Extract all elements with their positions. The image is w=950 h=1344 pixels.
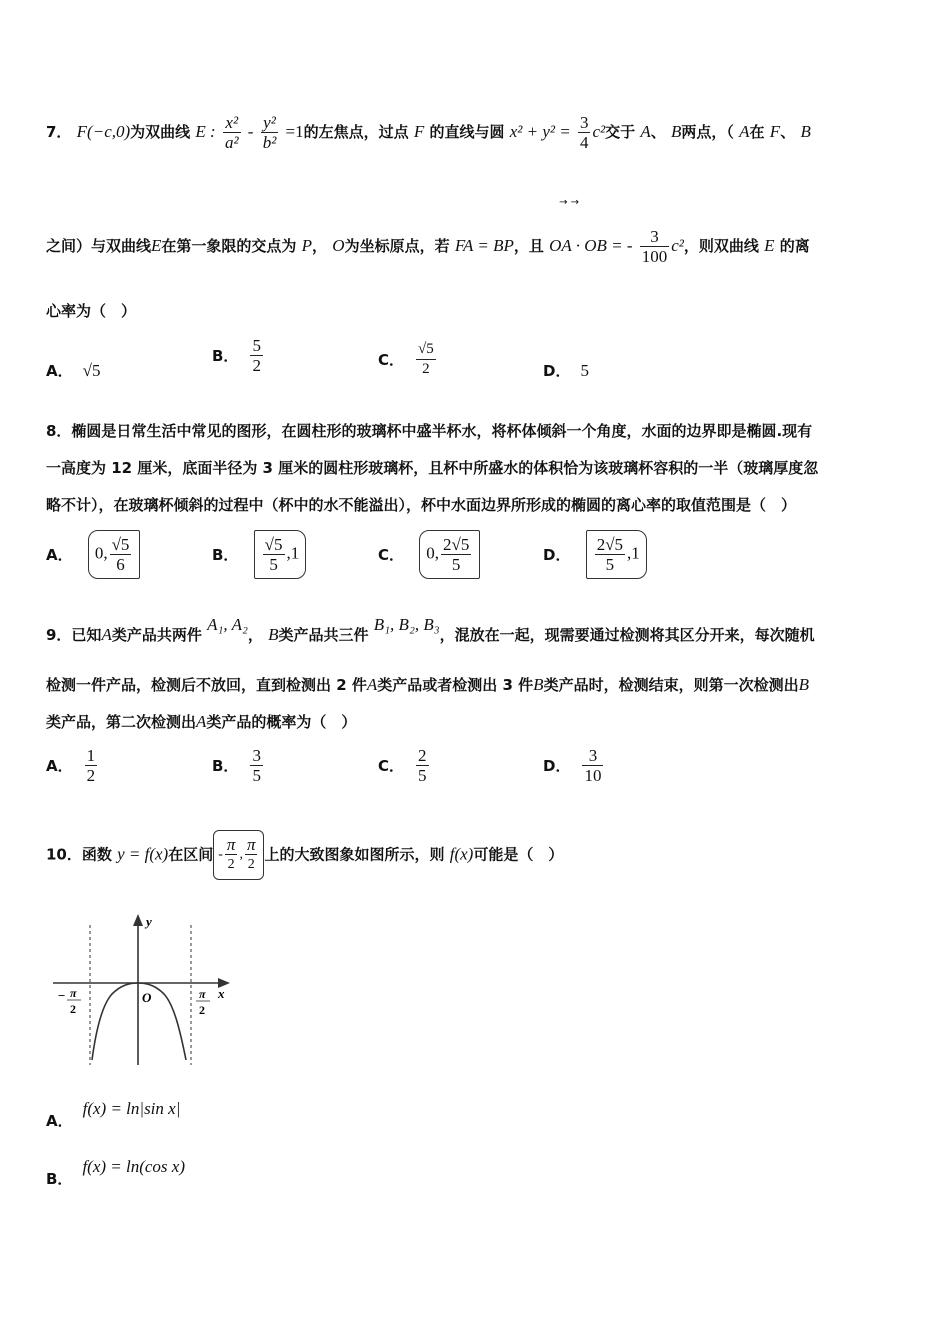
q7-vector-frac: $\frac{3}{100}$ <box>641 227 668 266</box>
q7-vector-text: OA · OB = - <box>549 236 633 255</box>
q7-number: 7． <box>46 123 72 141</box>
graph-origin-label: O <box>142 990 152 1005</box>
q9-text: 类产品或者检测出 3 件 <box>377 676 534 694</box>
option-interval: $\frac{2√5}{5}$ ,1 <box>586 530 647 579</box>
option-interval: 0, $\frac{2√5}{5}$ <box>419 530 480 579</box>
q10-text: 可能是（ ） <box>473 845 564 864</box>
q10-text: 在区间 <box>168 845 214 864</box>
q10-fx: f(x) <box>449 844 474 864</box>
q9-text: ， <box>247 626 263 644</box>
q10-text: 10．函数 <box>46 845 112 864</box>
q8-line1: 8．椭圆是日常生活中常见的图形，在圆柱形的玻璃杯中盛半杯水，将杯体倾斜一个角度，水面的边界即是椭圆.现有 <box>46 422 813 440</box>
graph-right-den: 2 <box>199 1003 205 1017</box>
q7-text: 为坐标原点，若 <box>344 237 450 255</box>
q7-hyperbola-E: E : <box>195 122 216 141</box>
option-label: A． <box>46 362 73 380</box>
q7-vector-arrows: → → <box>559 197 580 208</box>
q9-class-B: B <box>268 625 279 644</box>
q9-A-items: A₁, A₂ <box>207 615 248 634</box>
q7-text: 在第一象限的交点为 <box>161 237 297 255</box>
q7-option-d[interactable] <box>543 360 589 381</box>
option-frac: $\frac{√5}{2}$ <box>418 341 434 377</box>
graph-left-num: π <box>70 986 77 1000</box>
q7-point-E: E <box>151 236 162 255</box>
q9-text: 9．已知 <box>46 626 102 644</box>
q7-focus-point: F(−c,0) <box>76 122 131 141</box>
q9-option-d[interactable] <box>543 746 605 785</box>
q7-circle-lhs: x² + y² = <box>509 122 571 141</box>
q10-function: y = f(x) <box>117 844 169 864</box>
q7-line2 <box>46 197 810 278</box>
option-label: B． <box>212 347 239 365</box>
q7-point-B: B <box>671 122 682 141</box>
option-label: A． <box>46 546 73 564</box>
q7-hyper-frac-x: $\frac{\text{x²}}{\text{a²}}$ <box>224 113 239 152</box>
option-interval: $\frac{√5}{5}$ ,1 <box>254 530 307 579</box>
graph-y-label: y <box>146 914 152 929</box>
q9-text: 类产品时，检测结束，则第一次检测出 <box>543 676 799 694</box>
option-value: f(x) = ln|sin x| <box>82 1099 181 1118</box>
q7-option-c[interactable] <box>378 340 438 379</box>
q7-text: 之间）与双曲线 <box>46 237 152 255</box>
q9-class-B: B <box>533 675 544 694</box>
q9-option-c[interactable] <box>378 746 431 785</box>
q7-text: 交于 <box>605 123 636 141</box>
q9-text: 类产品共两件 <box>111 626 202 644</box>
q8-option-b[interactable] <box>212 530 306 579</box>
q9-option-a[interactable] <box>46 746 99 785</box>
option-label: D． <box>543 546 571 564</box>
q7-point-P: P <box>301 236 313 255</box>
option-label: D． <box>543 757 571 775</box>
q7-hyper-frac-y: $\frac{\text{y²}}{\text{b²}}$ <box>262 113 277 152</box>
q7-sep: 、 <box>780 123 796 141</box>
q7-point-A: A <box>640 122 651 141</box>
q10-line1 <box>46 830 563 880</box>
q10-option-a[interactable] <box>46 1098 181 1130</box>
q7-minus: - <box>247 122 254 141</box>
q9-class-B: B <box>798 675 809 694</box>
q10-interval: - $\frac{\pi}{2}$ , $\frac{\pi}{2}$ <box>213 830 264 880</box>
q10-graph <box>48 910 248 1075</box>
q9-text: ，混放在一起，现需要通过检测将其区分开来，每次随机 <box>439 626 815 644</box>
q7-text: 的左焦点，过点 <box>303 123 409 141</box>
option-label: A． <box>46 757 73 775</box>
q8-option-d[interactable] <box>543 530 647 579</box>
graph-right-num: π <box>199 987 206 1001</box>
q8-option-c[interactable] <box>378 530 480 579</box>
option-label: B． <box>46 1170 73 1188</box>
option-label: C． <box>378 757 405 775</box>
graph-left-sign: − <box>58 988 66 1003</box>
option-frac: $\frac{2}{5}$ <box>418 746 427 785</box>
option-label: D． <box>543 362 571 380</box>
graph-curve <box>92 983 186 1060</box>
q9-text: 类产品，第二次检测出 <box>46 713 197 731</box>
q7-text: 的直线与圆 <box>429 123 505 141</box>
q9-option-b[interactable] <box>212 746 265 785</box>
q9-text: 检测一件产品，检测后不放回，直到检测出 2 件 <box>46 676 367 694</box>
q9-line2 <box>46 674 809 695</box>
q7-eq: =1 <box>285 122 304 141</box>
option-frac: $\frac{5}{2}$ <box>252 336 261 375</box>
option-label: C． <box>378 351 405 369</box>
option-label: B． <box>212 546 239 564</box>
q7-point-B: B <box>800 122 811 141</box>
q7-line3: 心率为（ ） <box>46 302 137 320</box>
q8-option-a[interactable] <box>46 530 140 579</box>
option-value: 5 <box>580 361 589 380</box>
q7-text: 两点，（ <box>681 123 734 141</box>
q7-condition: FA = BP <box>454 236 514 255</box>
option-value: f(x) = ln(cos x) <box>82 1157 186 1176</box>
q10-text: 上的大致图象如图所示，则 <box>264 845 445 864</box>
q9-text: 类产品共三件 <box>278 626 369 644</box>
q7-vector-c: c² <box>671 236 684 255</box>
q7-point-A: A <box>739 122 750 141</box>
option-label: C． <box>378 546 405 564</box>
q7-sep: 、 <box>650 123 666 141</box>
option-frac: $\frac{3}{5}$ <box>252 746 261 785</box>
graph-left-den: 2 <box>70 1002 76 1016</box>
q7-vector-expr <box>549 197 633 278</box>
q7-text: ， <box>312 237 328 255</box>
graph-y-arrow <box>133 914 143 926</box>
option-label: A． <box>46 1112 73 1130</box>
q9-text: 类产品的概率为（ ） <box>206 713 357 731</box>
q7-point-O: O <box>332 236 345 255</box>
q7-point-F: F <box>413 122 425 141</box>
q10-option-b[interactable] <box>46 1156 186 1188</box>
q7-text: 在 <box>749 123 765 141</box>
q7-point-F: F <box>769 122 781 141</box>
option-interval: 0, $\frac{√5}{6}$ <box>88 530 141 579</box>
q7-option-b[interactable] <box>212 336 265 375</box>
q9-B-items: B₁, B₂, B₃ <box>373 615 440 634</box>
q7-point-E: E <box>764 236 775 255</box>
option-value: √5 <box>82 361 101 380</box>
option-frac: $\frac{1}{2}$ <box>86 746 96 785</box>
q9-class-A: A <box>101 625 112 644</box>
q9-line1 <box>46 615 815 655</box>
q7-circle-c: c² <box>592 122 606 141</box>
q8-line2: 一高度为 12 厘米，底面半径为 3 厘米的圆柱形玻璃杯，且杯中所盛水的体积恰为该玻璃杯容积的一半（玻璃厚度忽 <box>46 459 819 477</box>
q7-text: ，且 <box>513 237 544 255</box>
q9-class-A: A <box>366 675 378 694</box>
q7-text: 为双曲线 <box>130 123 191 141</box>
q7-option-a[interactable] <box>46 360 100 381</box>
q7-text: ，则双曲线 <box>683 237 759 255</box>
option-label: B． <box>212 757 239 775</box>
q7-line1 <box>46 104 811 160</box>
q9-class-A: A <box>196 712 207 731</box>
q8-line3: 略不计），在玻璃杯倾斜的过程中（杯中的水不能溢出），杯中水面边界所形成的椭圆的离心率的取值范围是（ ） <box>46 496 797 514</box>
option-frac: $\frac{3}{10}$ <box>584 746 602 785</box>
q9-line3 <box>46 711 356 732</box>
q7-circle-frac: $\frac{3}{4}$ <box>579 113 589 152</box>
graph-x-label: x <box>218 986 225 1001</box>
q7-text: 的离 <box>779 237 810 255</box>
